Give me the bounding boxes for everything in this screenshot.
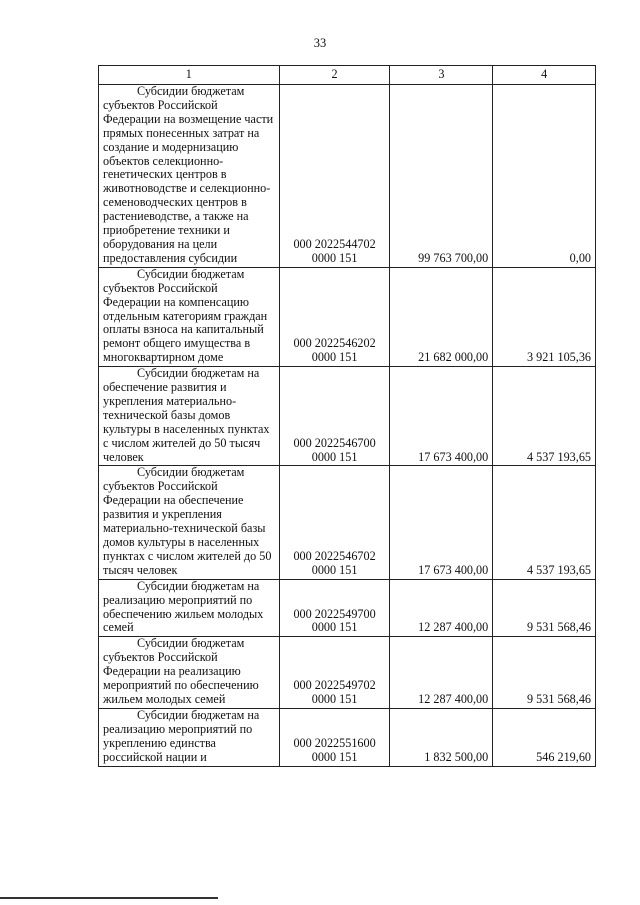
row-name: Субсидии бюджетам субъектов Российской Федерации на компенсацию отдельным категориям граждан оплаты взноса на капитальный ремонт общего имущества в многоквартирном доме (103, 266, 268, 365)
row-value-4: 546 219,60 (493, 708, 596, 766)
column-header-4: 4 (493, 66, 596, 85)
row-name-cell (99, 708, 280, 766)
footer-divider (0, 897, 218, 899)
row-name-cell (99, 85, 280, 268)
row-name: Субсидии бюджетам субъектов Российской Федерации на возмещение части прямых понесенных затрат на создание и модернизацию объектов селекционно-генетических центров в животноводстве и селекционно-семеноводческих центров в растениеводстве, а также на приобретение техники и оборудования на цели предоставления субсидии (103, 84, 274, 265)
table-row (99, 466, 596, 579)
row-value-4: 4 537 193,65 (493, 367, 596, 466)
row-code: 000 2022546702 0000 151 (293, 548, 376, 577)
page-number: 33 (313, 36, 327, 50)
row-name-cell (99, 466, 280, 579)
row-name-cell (99, 267, 280, 366)
row-value-3: 21 682 000,00 (390, 267, 493, 366)
column-header-1: 1 (99, 66, 280, 85)
row-code: 000 2022544702 0000 151 (293, 236, 376, 265)
row-value-3: 1 832 500,00 (390, 708, 493, 766)
table-row (99, 637, 596, 709)
row-code: 000 2022546202 0000 151 (293, 336, 376, 365)
row-name-cell (99, 637, 280, 709)
budget-table (98, 65, 596, 767)
table-header-row (99, 66, 596, 85)
table-row (99, 85, 596, 268)
row-code: 000 2022549702 0000 151 (293, 678, 376, 706)
row-value-4: 3 921 105,36 (493, 267, 596, 366)
row-code-cell (279, 637, 390, 709)
row-code-cell (279, 579, 390, 637)
row-name: Субсидии бюджетам на реализацию мероприятий по обеспечению жильем молодых семей (103, 578, 264, 635)
row-value-3: 99 763 700,00 (390, 85, 493, 268)
row-name: Субсидии бюджетам субъектов Российской Федерации на обеспечение развития и укрепления материально-технической базы домов культуры в населенных пунктах с числом жителей до 50 тысяч человек (103, 465, 272, 577)
row-name-cell (99, 579, 280, 637)
row-code: 000 2022549700 0000 151 (293, 606, 376, 635)
row-value-4: 0,00 (493, 85, 596, 268)
row-value-3: 12 287 400,00 (390, 637, 493, 709)
row-code: 000 2022551600 0000 151 (293, 735, 376, 764)
row-value-4: 9 531 568,46 (493, 637, 596, 709)
row-code-cell (279, 367, 390, 466)
column-header-2: 2 (279, 66, 390, 85)
row-value-3: 17 673 400,00 (390, 367, 493, 466)
table-row (99, 267, 596, 366)
row-value-3: 12 287 400,00 (390, 579, 493, 637)
row-name: Субсидии бюджетам на реализацию мероприятий по укреплению единства российской нации и (103, 707, 260, 764)
row-value-3: 17 673 400,00 (390, 466, 493, 579)
row-value-4: 9 531 568,46 (493, 579, 596, 637)
column-header-3: 3 (390, 66, 493, 85)
row-code-cell (279, 466, 390, 579)
row-name-cell (99, 367, 280, 466)
row-code-cell (279, 85, 390, 268)
row-value-4: 4 537 193,65 (493, 466, 596, 579)
table-row (99, 708, 596, 766)
table-row (99, 579, 596, 637)
row-name: Субсидии бюджетам на обеспечение развития и укрепления материально-технической базы домов культуры в населенных пунктах с числом жителей до 50 тысяч человек (103, 366, 270, 464)
table-row (99, 367, 596, 466)
row-name: Субсидии бюджетам субъектов Российской Федерации на реализацию мероприятий по обеспечению жильем молодых семей (103, 636, 259, 706)
row-code-cell (279, 267, 390, 366)
row-code-cell (279, 708, 390, 766)
row-code: 000 2022546700 0000 151 (293, 435, 376, 464)
